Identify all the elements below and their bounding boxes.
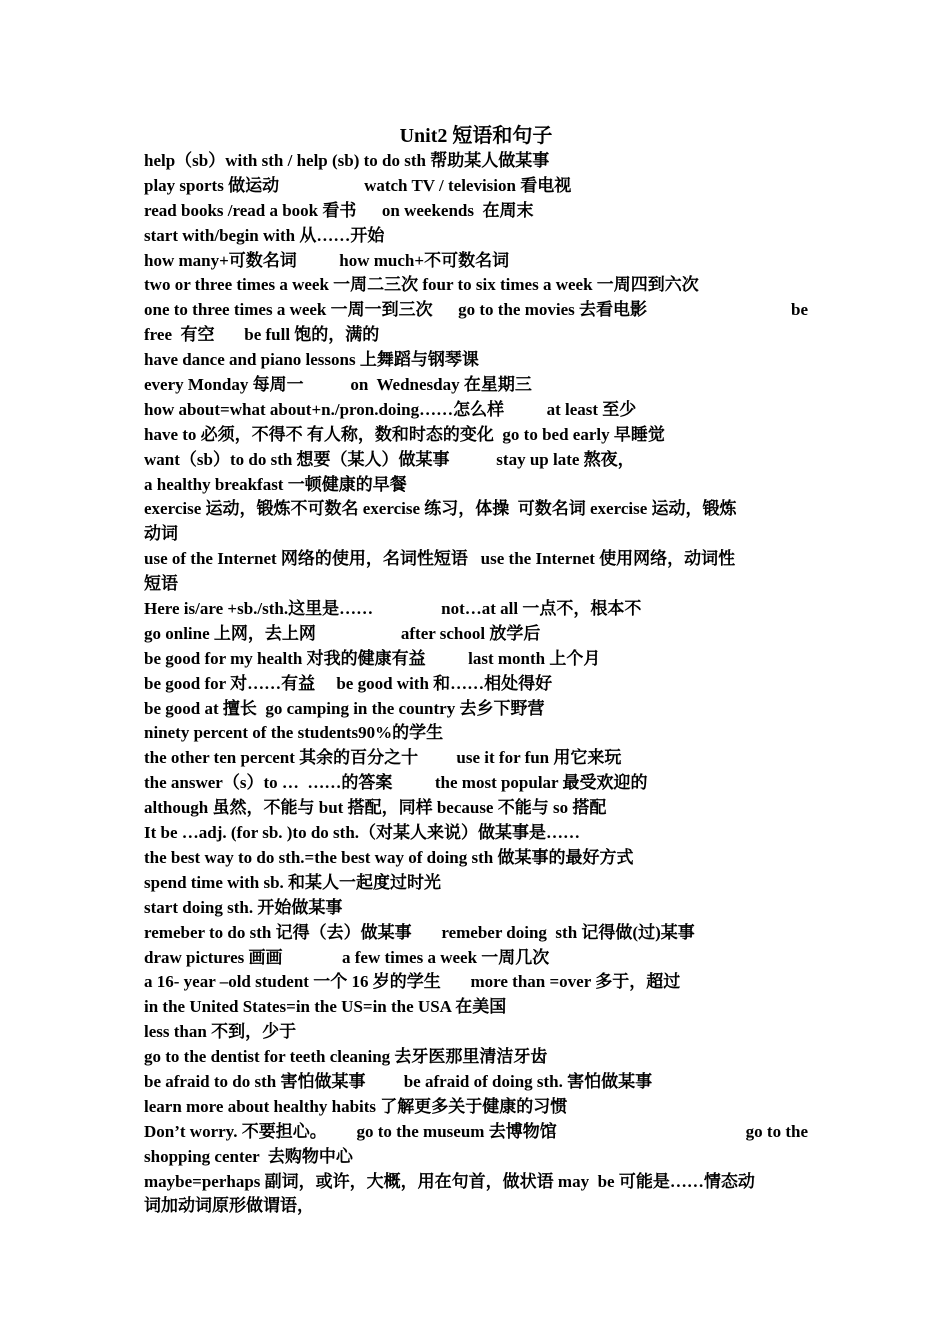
phrase-line-text: Don’t worry. 不要担心。 go to the museum 去博物馆 [144, 1121, 557, 1141]
phrase-line: be good at 擅长 go camping in the country 去乡下野营 [144, 698, 545, 718]
phrase-line: how many+可数名词 how much+不可数名词 [144, 250, 510, 270]
phrase-line: the other ten percent 其余的百分之十 use it for fun 用它来玩 [144, 748, 622, 768]
phrase-line: the best way to do sth.=the best way of doing sth 做某事的最好方式 [144, 847, 634, 867]
phrase-line: have dance and piano lessons 上舞蹈与钢琴课 [144, 350, 479, 370]
phrase-line: remeber to do sth 记得（去）做某事 remeber doing sth 记得做(过)某事 [144, 922, 695, 942]
phrase-line: help（sb）with sth / help (sb) to do sth 帮助某人做某事 [144, 151, 550, 170]
phrase-line-tail: be [791, 300, 808, 320]
phrase-line: the answer（s）to … ……的答案 the most popular 最受欢迎的 [144, 773, 648, 793]
phrase-line: play sports 做运动 watch TV / television 看电视 [144, 175, 572, 195]
phrase-line [144, 1120, 808, 1145]
phrase-line: 短语 [144, 574, 178, 594]
phrase-line: a healthy breakfast 一顿健康的早餐 [144, 474, 407, 494]
phrase-line: free 有空 be full 饱的，满的 [144, 325, 380, 345]
phrase-line: maybe=perhaps 副词，或许，大概，用在句首，做状语 may be 可能是……情态动 [144, 1171, 755, 1191]
phrase-line: want（sb）to do sth 想要（某人）做某事 stay up late 熬夜， [144, 449, 635, 469]
phrase-line-text: one to three times a week 一周一到三次 go to the movies 去看电影 [144, 300, 648, 320]
phrase-line: have to 必须，不得不 有人称，数和时态的变化 go to bed early 早睡觉 [144, 424, 665, 444]
phrase-line: be afraid to do sth 害怕做某事 be afraid of doing sth. 害怕做某事 [144, 1071, 653, 1091]
phrase-line: use of the Internet 网络的使用，名词性短语 use the Internet 使用网络，动词性 [144, 549, 736, 569]
phrase-line: although 虽然，不能与 but 搭配，同样 because 不能与 so 搭配 [144, 798, 607, 818]
phrase-line: be good for 对……有益 be good with 和……相处得好 [144, 673, 553, 693]
phrase-line: Here is/are +sb./sth.这里是…… not…at all 一点不，根本不 [144, 599, 642, 619]
phrase-line: start with/begin with 从……开始 [144, 225, 385, 245]
phrase-line: less than 不到，少于 [144, 1022, 297, 1042]
phrase-line: how about=what about+n./pron.doing……怎么样 at least 至少 [144, 399, 637, 419]
phrase-line: shopping center 去购物中心 [144, 1146, 353, 1166]
phrase-line: be good for my health 对我的健康有益 last month 上个月 [144, 648, 601, 668]
phrase-line: two or three times a week 一周二三次 four to six times a week 一周四到六次 [144, 275, 699, 295]
phrase-line: learn more about healthy habits 了解更多关于健康的习惯 [144, 1096, 568, 1116]
phrase-line: a 16- year –old student 一个 16 岁的学生 more than =over 多于，超过 [144, 972, 681, 992]
phrase-line [144, 298, 808, 323]
phrase-line: It be …adj. (for sb. )to do sth.（对某人来说）做某事是…… [144, 823, 581, 843]
phrase-line: in the United States=in the US=in the USA 在美国 [144, 997, 507, 1017]
phrase-line-tail: go to the [745, 1121, 808, 1141]
document-page [144, 121, 808, 1219]
phrase-list [144, 149, 808, 1219]
document-title: Unit2 短语和句子 [399, 125, 553, 147]
phrase-line: 词加动词原形做谓语， [144, 1196, 314, 1216]
phrase-line: read books /read a book 看书 on weekends 在周末 [144, 200, 534, 220]
phrase-line: every Monday 每周一 on Wednesday 在星期三 [144, 375, 532, 395]
phrase-line: ninety percent of the students90%的学生 [144, 723, 444, 743]
phrase-line: go online 上网，去上网 after school 放学后 [144, 623, 541, 643]
phrase-line: draw pictures 画画 a few times a week 一周几次 [144, 947, 550, 967]
phrase-line: spend time with sb. 和某人一起度过时光 [144, 872, 442, 892]
phrase-line: 动词 [144, 524, 178, 544]
phrase-line: go to the dentist for teeth cleaning 去牙医那里清洁牙齿 [144, 1047, 548, 1067]
phrase-line: start doing sth. 开始做某事 [144, 897, 343, 917]
phrase-line: exercise 运动，锻炼不可数名 exercise 练习，体操 可数名词 exercise 运动，锻炼 [144, 499, 737, 519]
